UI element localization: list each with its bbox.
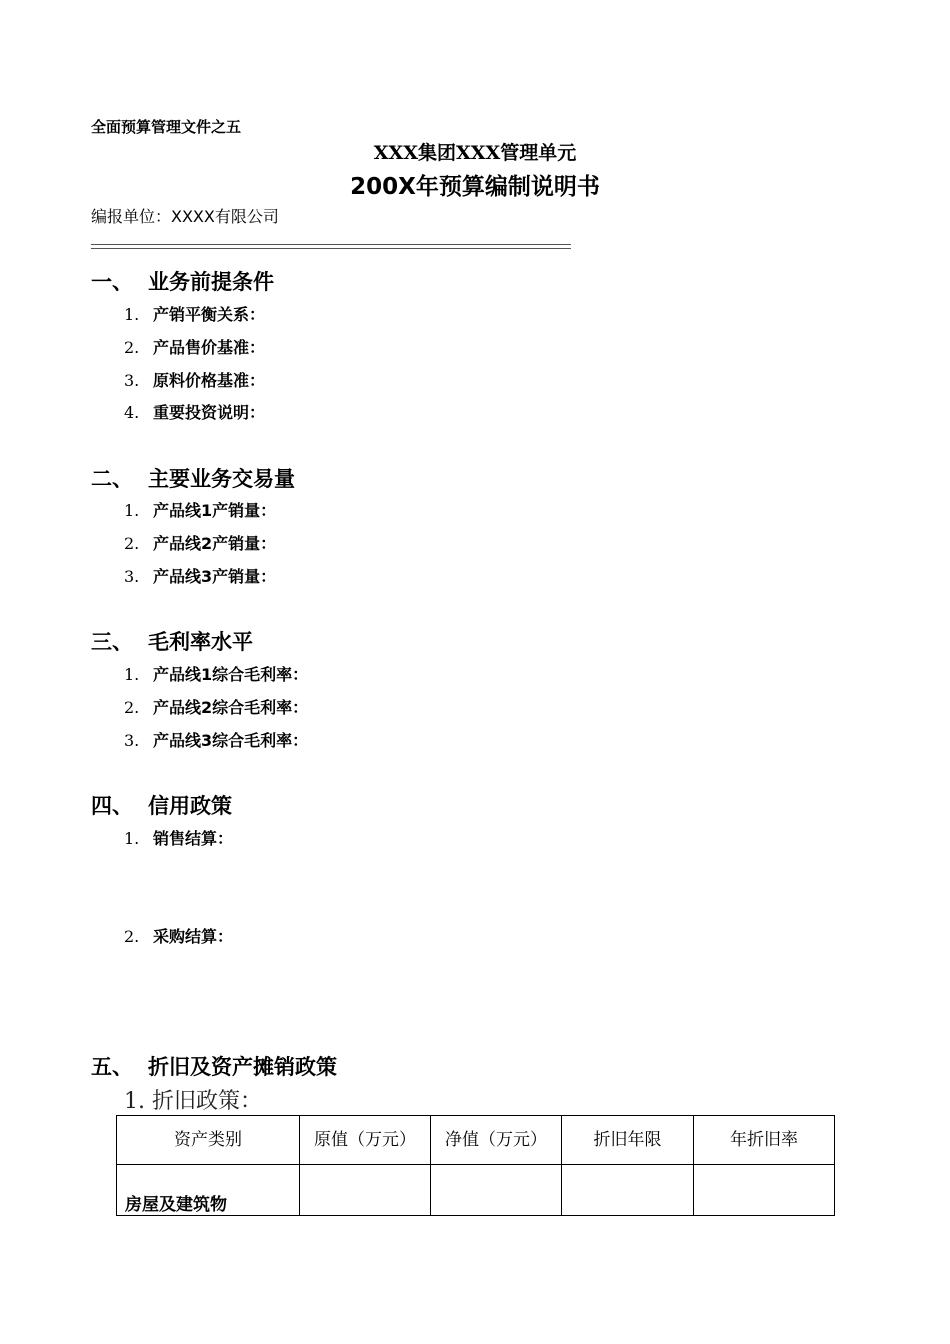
list-item <box>124 564 276 587</box>
list-item <box>124 695 308 718</box>
document-title: 200X年预算编制说明书 <box>350 174 600 200</box>
item-text: 产销平衡关系： <box>153 305 266 324</box>
column-header: 资产类别 <box>117 1116 300 1165</box>
section-heading-4 <box>91 790 232 820</box>
list-item <box>124 302 265 325</box>
item-number: 2. <box>124 698 140 717</box>
column-header: 折旧年限 <box>562 1116 694 1165</box>
list-item <box>124 400 265 423</box>
item-number: 2. <box>124 338 140 357</box>
section-heading-1 <box>91 266 274 296</box>
column-header: 年折旧率 <box>694 1116 835 1165</box>
section-number: 五、 <box>91 1055 133 1079</box>
item-text: 产品线3产销量： <box>153 567 277 586</box>
list-item <box>124 924 233 947</box>
item-text: 重要投资说明： <box>153 403 266 422</box>
item-number: 1. <box>124 501 140 520</box>
item-text: 产品线2综合毛利率： <box>153 698 309 717</box>
item-text: 产品线2产销量： <box>153 534 277 553</box>
section-number: 一、 <box>91 270 133 294</box>
item-number: 3. <box>124 567 140 586</box>
asset-category-cell: 房屋及建筑物 <box>117 1165 300 1216</box>
section-number: 二、 <box>91 467 133 491</box>
item-text: 产品线1产销量： <box>153 501 277 520</box>
section-number: 四、 <box>91 794 133 818</box>
section-title: 主要业务交易量 <box>148 467 295 491</box>
section-number: 三、 <box>91 630 133 654</box>
list-item <box>124 662 308 685</box>
list-item <box>124 826 233 849</box>
section-heading-5 <box>91 1051 337 1081</box>
section-title: 折旧及资产摊销政策 <box>148 1055 337 1079</box>
item-number: 1. <box>124 1089 145 1114</box>
item-text: 销售结算： <box>153 829 234 848</box>
item-text: 采购结算： <box>153 927 234 946</box>
item-number: 4. <box>124 403 140 422</box>
original-value-cell <box>300 1165 431 1216</box>
reporting-unit: 编报单位：XXXX有限公司 <box>91 207 279 226</box>
section-heading-3 <box>91 626 253 656</box>
depreciation-table <box>116 1115 835 1216</box>
column-header: 原值（万元） <box>300 1116 431 1165</box>
item-number: 2. <box>124 927 140 946</box>
item-number: 3. <box>124 371 140 390</box>
depreciation-years-cell <box>562 1165 694 1216</box>
table-header-row <box>117 1116 835 1165</box>
item-number: 2. <box>124 534 140 553</box>
item-text: 原料价格基准： <box>153 371 266 390</box>
section-title: 毛利率水平 <box>148 630 253 654</box>
list-item <box>124 498 276 521</box>
document-label: 全面预算管理文件之五 <box>91 118 242 136</box>
list-item <box>124 335 265 358</box>
organization-title: XXX集团XXX管理单元 <box>373 142 577 164</box>
net-value-cell <box>431 1165 562 1216</box>
item-text: 产品售价基准： <box>153 338 266 357</box>
item-text: 折旧政策： <box>152 1089 263 1114</box>
item-text: 产品线3综合毛利率： <box>153 731 309 750</box>
item-number: 3. <box>124 731 140 750</box>
list-item <box>124 531 276 554</box>
item-number: 1. <box>124 305 140 324</box>
column-header: 净值（万元） <box>431 1116 562 1165</box>
list-item <box>124 728 308 751</box>
item-text: 产品线1综合毛利率： <box>153 665 309 684</box>
depreciation-rate-cell <box>694 1165 835 1216</box>
list-item <box>124 368 265 391</box>
table-row <box>117 1165 835 1216</box>
section-heading-2 <box>91 463 295 493</box>
item-number: 1. <box>124 665 140 684</box>
item-number: 1. <box>124 829 140 848</box>
section-title: 信用政策 <box>148 794 232 818</box>
header-divider <box>91 244 571 249</box>
list-item <box>124 1084 262 1115</box>
section-title: 业务前提条件 <box>148 270 274 294</box>
